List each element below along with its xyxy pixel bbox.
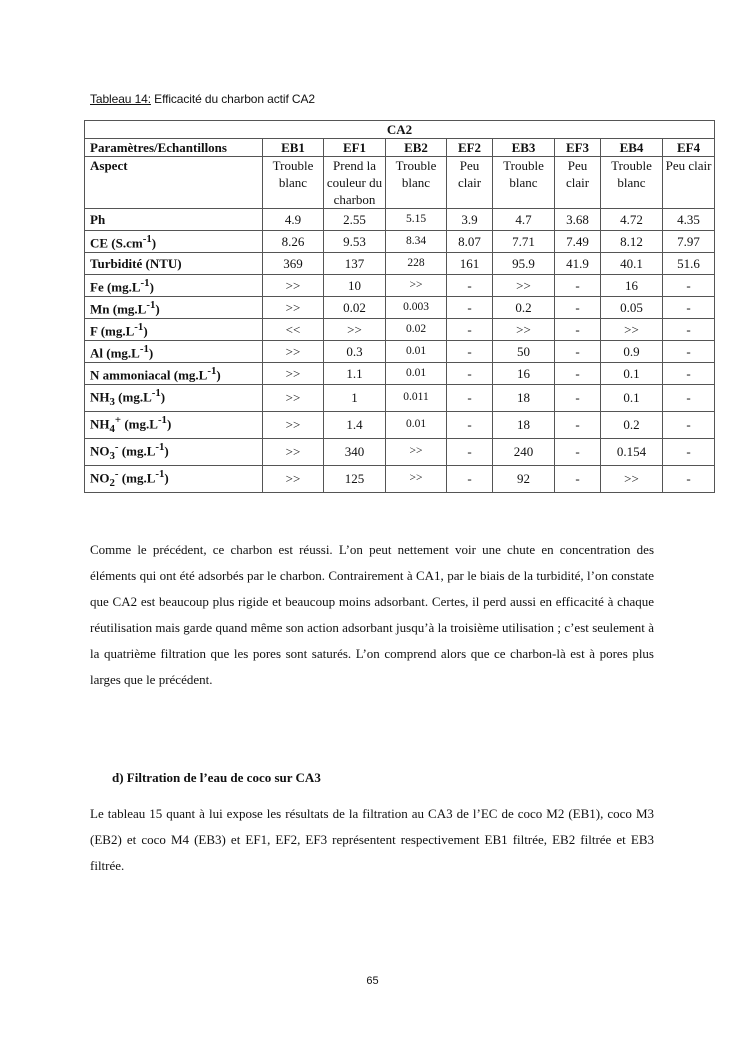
- table-cell: >>: [263, 297, 324, 319]
- table-cell: -: [663, 438, 715, 465]
- table-row: [85, 275, 715, 297]
- table-cell: 228: [386, 253, 447, 275]
- table-cell: 137: [324, 253, 386, 275]
- table-cell: 4.35: [663, 209, 715, 231]
- table-cell: -: [447, 438, 493, 465]
- table-cell: 16: [601, 275, 663, 297]
- table-cell: >>: [263, 341, 324, 363]
- table-cell: >>: [324, 319, 386, 341]
- table-cell: 0.2: [601, 411, 663, 438]
- table-cell: 240: [493, 438, 555, 465]
- aspect-cell: Prend la couleur du charbon: [324, 157, 386, 209]
- header-cell: EB2: [386, 139, 447, 157]
- param-name: $NH_4^+$ $(mg.L^{-1})$: [85, 411, 263, 438]
- table-cell: >>: [386, 275, 447, 297]
- table-cell: 0.01: [386, 411, 447, 438]
- table-row: [85, 297, 715, 319]
- header-cell: EF4: [663, 139, 715, 157]
- table-cell: >>: [386, 438, 447, 465]
- param-name: F $(mg.L^{-1})$: [85, 319, 263, 341]
- aspect-cell: Trouble blanc: [601, 157, 663, 209]
- table-cell: 4.72: [601, 209, 663, 231]
- table-cell: -: [663, 363, 715, 385]
- table-cell: -: [447, 411, 493, 438]
- param-name: Aspect: [85, 157, 263, 209]
- table-cell: -: [555, 297, 601, 319]
- table-cell: -: [555, 275, 601, 297]
- table-cell: >>: [263, 275, 324, 297]
- table-cell: 3.68: [555, 209, 601, 231]
- table-cell: 3.9: [447, 209, 493, 231]
- table-cell: -: [663, 385, 715, 412]
- table-cell: >>: [493, 275, 555, 297]
- table-cell: >>: [386, 465, 447, 492]
- table-cell: -: [555, 411, 601, 438]
- table-cell: -: [555, 465, 601, 492]
- table-cell: -: [663, 275, 715, 297]
- param-name: $NH_3$ $(mg.L^{-1})$: [85, 385, 263, 412]
- param-name: $NO_2^-$ $(mg.L^{-1})$: [85, 465, 263, 492]
- table-cell: 1: [324, 385, 386, 412]
- table-cell: 92: [493, 465, 555, 492]
- header-cell: EB3: [493, 139, 555, 157]
- param-name: Mn $(mg.L^{-1})$: [85, 297, 263, 319]
- header-cell: EF3: [555, 139, 601, 157]
- table-cell: 340: [324, 438, 386, 465]
- table-cell: -: [447, 363, 493, 385]
- header-cell: Paramètres/Echantillons: [85, 139, 263, 157]
- table-cell: -: [555, 385, 601, 412]
- table-cell: 0.01: [386, 341, 447, 363]
- aspect-row: [85, 157, 715, 209]
- table-cell: >>: [601, 465, 663, 492]
- table-caption: [90, 92, 315, 106]
- table-cell: 4.9: [263, 209, 324, 231]
- table-cell: 18: [493, 411, 555, 438]
- header-cell: EB1: [263, 139, 324, 157]
- table-cell: >>: [263, 465, 324, 492]
- table-cell: 0.011: [386, 385, 447, 412]
- table-cell: -: [447, 465, 493, 492]
- table-cell: -: [663, 465, 715, 492]
- table-cell: -: [447, 341, 493, 363]
- table-cell: 0.1: [601, 385, 663, 412]
- aspect-cell: Trouble blanc: [263, 157, 324, 209]
- table-cell: 0.2: [493, 297, 555, 319]
- table-cell: 0.3: [324, 341, 386, 363]
- table-cell: 16: [493, 363, 555, 385]
- table-cell: 50: [493, 341, 555, 363]
- aspect-cell: Peu clair: [447, 157, 493, 209]
- table-cell: -: [555, 319, 601, 341]
- param-name: Fe $(mg.L^{-1})$: [85, 275, 263, 297]
- table-cell: 7.71: [493, 231, 555, 253]
- table-cell: 2.55: [324, 209, 386, 231]
- table-cell: >>: [263, 363, 324, 385]
- header-cell: EF2: [447, 139, 493, 157]
- aspect-cell: Peu clair: [555, 157, 601, 209]
- table-cell: -: [555, 363, 601, 385]
- header-cell: EF1: [324, 139, 386, 157]
- param-name: Ph: [85, 209, 263, 231]
- table-cell: 18: [493, 385, 555, 412]
- table-cell: 8.07: [447, 231, 493, 253]
- table-row: [85, 363, 715, 385]
- table-cell: 0.02: [324, 297, 386, 319]
- table-cell: <<: [263, 319, 324, 341]
- table-cell: -: [447, 385, 493, 412]
- table-cell: 95.9: [493, 253, 555, 275]
- body-paragraph-1: Comme le précédent, ce charbon est réussi. L’on peut nettement voir une chute en concentration des éléments qui ont été adsorbés par le charbon. Contrairement à CA1, par le biais de la turbidité, l’on constate que CA2 est beaucoup plus rigide et beaucoup moins adsorbant. Certes, il perd aussi en efficacité à chaque réutilisation mais garde quand même son action adsorbant jusqu’à la troisième utilisation ; c’est seulement à la quatrième filtration que les pores sont saturés. L’on comprend alors que ce charbon-là est à pores plus larges que le précédent.: [90, 542, 654, 687]
- table-cell: -: [447, 275, 493, 297]
- table-cell: 8.26: [263, 231, 324, 253]
- table-cell: >>: [263, 438, 324, 465]
- table-cell: 369: [263, 253, 324, 275]
- table-row: [85, 231, 715, 253]
- table-cell: >>: [493, 319, 555, 341]
- table-cell: 5.15: [386, 209, 447, 231]
- group-row: [85, 121, 715, 139]
- table-cell: >>: [263, 411, 324, 438]
- table-cell: 0.02: [386, 319, 447, 341]
- table-cell: 9.53: [324, 231, 386, 253]
- table-cell: 51.6: [663, 253, 715, 275]
- table-row: [85, 319, 715, 341]
- table-cell: 0.01: [386, 363, 447, 385]
- header-cell: EB4: [601, 139, 663, 157]
- table-cell: -: [663, 319, 715, 341]
- table-cell: -: [555, 438, 601, 465]
- table-cell: -: [663, 297, 715, 319]
- table-row: [85, 209, 715, 231]
- table-cell: -: [663, 341, 715, 363]
- efficiency-table: [84, 120, 715, 493]
- table-cell: 0.1: [601, 363, 663, 385]
- param-name: CE $(S.cm^{-1})$: [85, 231, 263, 253]
- table-cell: 41.9: [555, 253, 601, 275]
- table-cell: 10: [324, 275, 386, 297]
- body-paragraph-2: Le tableau 15 quant à lui expose les résultats de la filtration au CA3 de l’EC de coco M2 (EB1), coco M3 (EB2) et coco M4 (EB3) et EF1, EF2, EF3 représentent respectivement EB1 filtrée, EB2 filtrée et EB3 filtrée.: [90, 806, 654, 873]
- param-name: Al $(mg.L^{-1})$: [85, 341, 263, 363]
- table-cell: 8.34: [386, 231, 447, 253]
- param-name: Turbidité (NTU): [85, 253, 263, 275]
- table-cell: 125: [324, 465, 386, 492]
- table-row: [85, 385, 715, 412]
- table-cell: 0.154: [601, 438, 663, 465]
- table-cell: >>: [601, 319, 663, 341]
- table-row: [85, 341, 715, 363]
- param-name: N ammoniacal $(mg.L^{-1})$: [85, 363, 263, 385]
- table-cell: 7.97: [663, 231, 715, 253]
- aspect-cell: Trouble blanc: [386, 157, 447, 209]
- table-cell: 161: [447, 253, 493, 275]
- group-header: CA2: [85, 121, 715, 139]
- page-number: 65: [366, 975, 379, 987]
- section-heading: d) Filtration de l’eau de coco sur CA3: [112, 770, 321, 785]
- caption-text: Efficacité du charbon actif CA2: [150, 92, 315, 106]
- table-cell: 1.4: [324, 411, 386, 438]
- table-cell: 4.7: [493, 209, 555, 231]
- header-row: [85, 139, 715, 157]
- aspect-cell: Peu clair: [663, 157, 715, 209]
- table-cell: -: [663, 411, 715, 438]
- table-cell: >>: [263, 385, 324, 412]
- table-row: [85, 411, 715, 438]
- table-row: [85, 253, 715, 275]
- table-cell: 40.1: [601, 253, 663, 275]
- table-cell: -: [447, 297, 493, 319]
- table-cell: 8.12: [601, 231, 663, 253]
- table-cell: -: [555, 341, 601, 363]
- table-row: [85, 465, 715, 492]
- param-name: $NO_3^-$ $(mg.L^{-1})$: [85, 438, 263, 465]
- table-cell: 0.05: [601, 297, 663, 319]
- table-cell: 1.1: [324, 363, 386, 385]
- table-cell: 7.49: [555, 231, 601, 253]
- table-cell: -: [447, 319, 493, 341]
- table-cell: 0.003: [386, 297, 447, 319]
- table-cell: 0.9: [601, 341, 663, 363]
- table-row: [85, 438, 715, 465]
- aspect-cell: Trouble blanc: [493, 157, 555, 209]
- caption-label: Tableau 14:: [90, 92, 151, 106]
